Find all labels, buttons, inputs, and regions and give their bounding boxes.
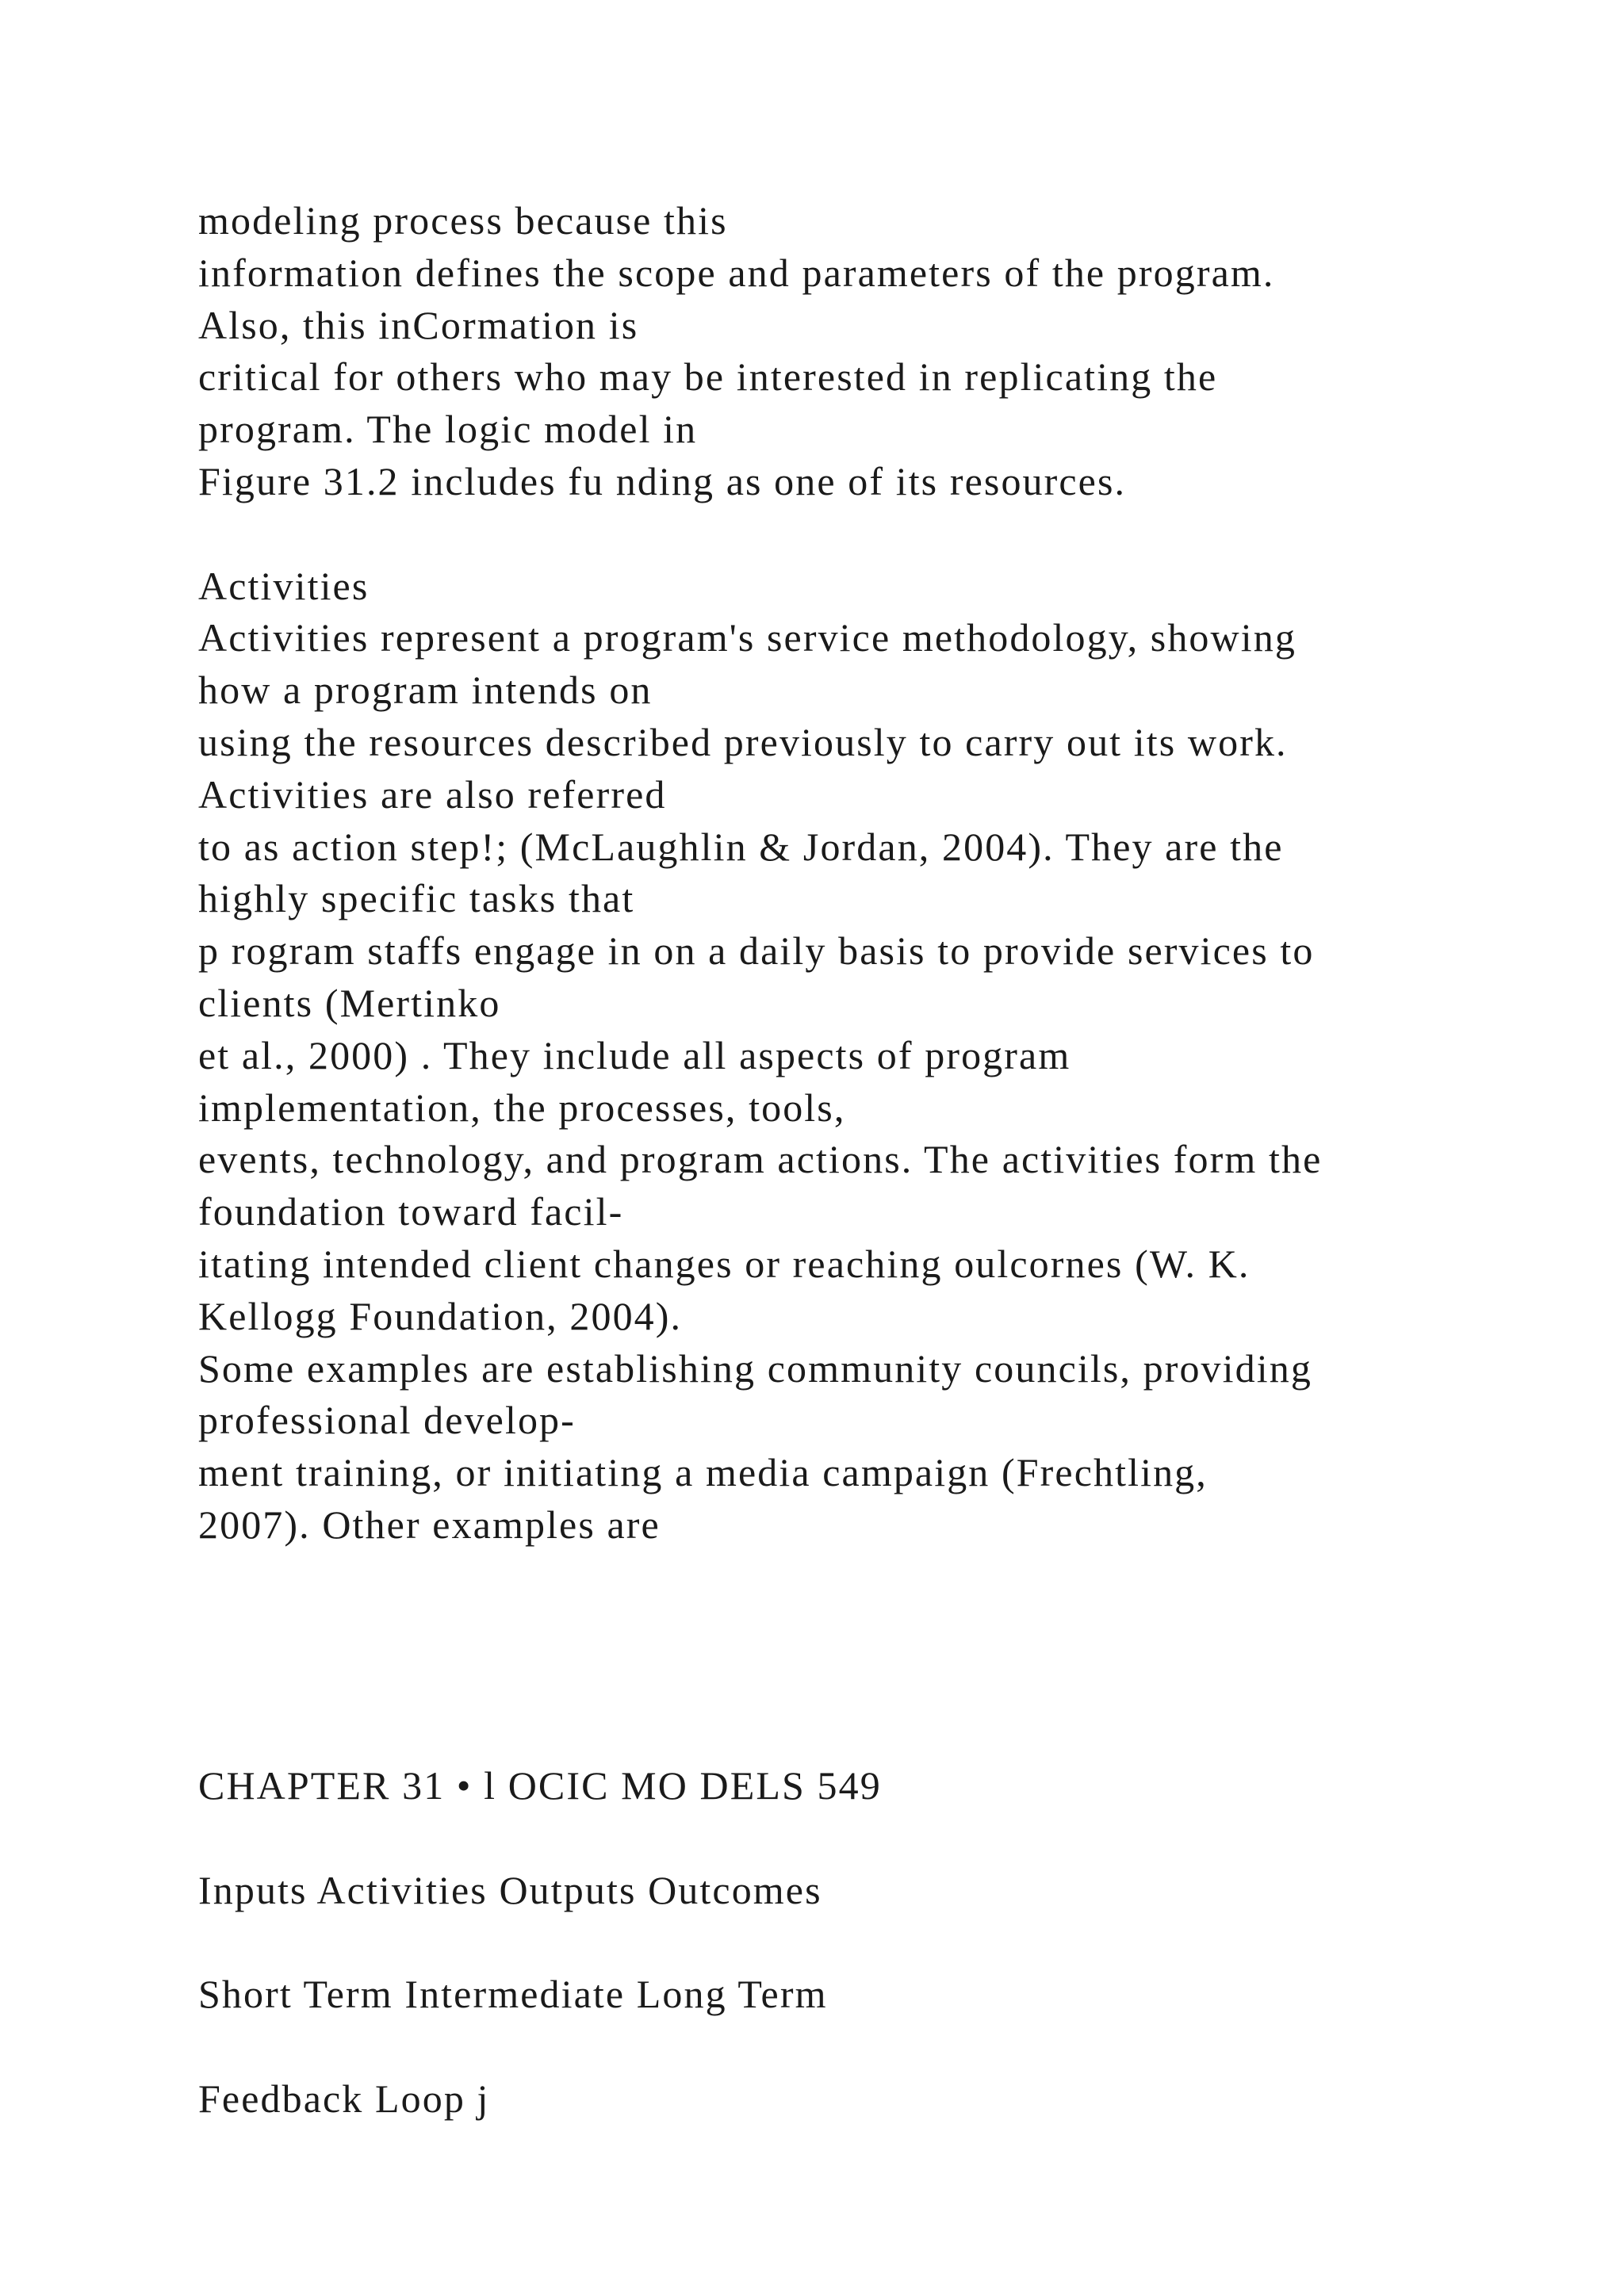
blank-line: [198, 1812, 1546, 1865]
text-line: how a program intends on: [198, 668, 653, 713]
text-line: Activities represent a program's service methodology, showing: [198, 615, 1297, 660]
blank-line: [198, 2021, 1546, 2073]
blank-line: [198, 1552, 1546, 1604]
text-line: Also, this inCormation is: [198, 302, 639, 347]
text-line: program. The logic model in: [198, 407, 698, 452]
text-line: Figure 31.2 includes fu nding as one of its resources.: [198, 458, 1127, 503]
text-line: Some examples are establishing community councils, providing: [198, 1345, 1312, 1391]
figure-label-row: Feedback Loop j: [198, 2076, 490, 2121]
section-heading: Activities: [198, 563, 370, 608]
chapter-header: CHAPTER 31 • l OCIC MO DELS 549: [198, 1762, 882, 1808]
text-line: Activities are also referred: [198, 771, 667, 817]
text-line: ment training, or initiating a media campaign (Frechtling,: [198, 1450, 1208, 1495]
body-text: [198, 195, 1546, 2125]
blank-line: [198, 508, 1546, 561]
text-line: p rogram staffs engage in on a daily basis to provide services to: [198, 928, 1315, 974]
text-line: modeling process because this: [198, 198, 728, 243]
text-line: 2007). Other examples are: [198, 1502, 661, 1547]
text-line: highly specific tasks that: [198, 876, 635, 921]
text-line: to as action step!; (McLaughlin & Jordan, 2004). They are the: [198, 824, 1284, 869]
text-line: events, technology, and program actions. The activities form the: [198, 1137, 1323, 1182]
text-line: clients (Mertinko: [198, 980, 501, 1025]
blank-line: [198, 1604, 1546, 1656]
text-line: using the resources described previously to carry out its work.: [198, 719, 1288, 764]
text-line: Kellogg Foundation, 2004).: [198, 1293, 683, 1338]
blank-line: [198, 1655, 1546, 1708]
text-line: professional develop-: [198, 1398, 576, 1443]
figure-label-row: Inputs Activities Outputs Outcomes: [198, 1867, 822, 1912]
text-line: critical for others who may be interested in replicating the: [198, 354, 1218, 400]
blank-line: [198, 1916, 1546, 1969]
blank-line: [198, 1708, 1546, 1760]
text-line: et al., 2000) . They include all aspects of program: [198, 1032, 1071, 1077]
text-line: implementation, the processes, tools,: [198, 1085, 846, 1130]
text-line: itating intended client changes or reaching oulcornes (W. K.: [198, 1241, 1251, 1286]
text-line: foundation toward facil-: [198, 1189, 624, 1234]
text-line: information defines the scope and parameters of the program.: [198, 250, 1275, 295]
figure-label-row: Short Term Intermediate Long Term: [198, 1972, 828, 2017]
